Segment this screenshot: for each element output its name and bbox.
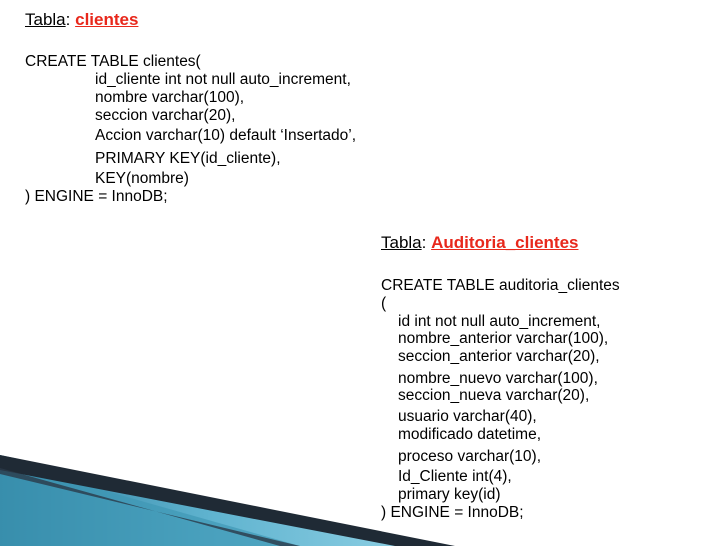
sql-line: KEY(nombre)	[95, 170, 189, 187]
sql-line: seccion_anterior varchar(20),	[398, 348, 600, 365]
sql-line: proceso varchar(10),	[398, 448, 542, 465]
table2-name: Auditoria_clientes	[431, 233, 579, 252]
table2-title-label: Tabla	[381, 233, 422, 252]
sql-line: usuario varchar(40),	[398, 408, 537, 425]
sql-line: Id_Cliente int(4),	[398, 468, 512, 485]
sql-line: seccion_nueva varchar(20),	[398, 387, 590, 404]
table2-title	[381, 233, 578, 253]
sql-line: ) ENGINE = InnoDB;	[381, 504, 524, 521]
sql-line: modificado datetime,	[398, 426, 542, 443]
table2-title-sep: :	[421, 233, 427, 252]
sql-line: ) ENGINE = InnoDB;	[25, 188, 168, 205]
sql-line: primary key(id)	[398, 486, 501, 503]
sql-line: nombre_anterior varchar(100),	[398, 330, 609, 347]
sql-line: (	[381, 295, 387, 312]
table1-title-label: Tabla	[25, 10, 66, 29]
table1-name: clientes	[75, 10, 139, 29]
sql-line: nombre_nuevo varchar(100),	[398, 370, 598, 387]
sql-line: CREATE TABLE clientes(	[25, 53, 201, 70]
sql-line: id_cliente int not null auto_increment,	[95, 71, 351, 88]
sql-line: CREATE TABLE auditoria_clientes	[381, 277, 620, 294]
sql-line: PRIMARY KEY(id_cliente),	[95, 150, 281, 167]
sql-line: Accion varchar(10) default ‘Insertado’,	[95, 127, 357, 144]
sql-line: id int not null auto_increment,	[398, 313, 601, 330]
sql-line: seccion varchar(20),	[95, 107, 236, 124]
table1-title-sep: :	[65, 10, 71, 29]
sql-line: nombre varchar(100),	[95, 89, 245, 106]
table1-title	[25, 10, 138, 30]
